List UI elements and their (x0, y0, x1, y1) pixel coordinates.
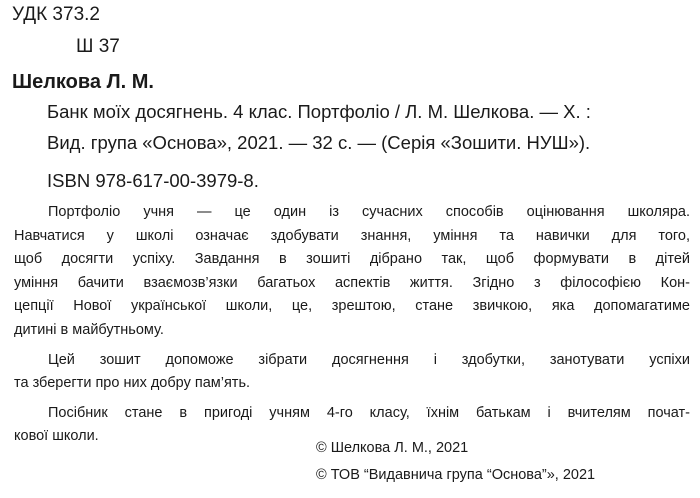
bibliographic-line-1: Банк моїх досягнень. 4 клас. Портфоліо / Л. М. Шелкова. — Х. : (47, 101, 591, 122)
copyright-author: © Шелкова Л. М., 2021 (316, 440, 469, 456)
copyright-publisher: © ТОВ “Видавнича група “Основа”», 2021 (316, 467, 596, 483)
text-line: щоб досягти успіху. Завдання в зошиті дібрано так, щоб формувати в дітей (14, 251, 690, 268)
isbn: ISBN 978-617-00-3979-8. (47, 170, 259, 191)
text-line: дитині в майбутньому. (14, 321, 164, 338)
annotation (14, 201, 690, 455)
annotation-paragraph-2 (14, 349, 690, 396)
author-name: Шелкова Л. М. (12, 71, 154, 93)
text-line: Посібник стане в пригоді учням 4-го класу, їхнім батькам і вчителям почат- (48, 404, 690, 421)
annotation-paragraph-1 (14, 201, 690, 343)
text-line: Цей зошит допоможе зібрати досягнення і здобутки, занотувати успіхи (48, 351, 690, 368)
text-line: Навчатися у школі означає здобувати знання, уміння та навички для того, (14, 227, 690, 244)
text-line: та зберегти про них добру пам’ять. (14, 375, 251, 392)
bibliographic-line-2: Вид. група «Основа», 2021. — 32 с. — (Серія «Зошити. НУШ»). (47, 132, 591, 153)
text-line: уміння бачити взаємозв’язки багатьох аспектів життя. Згідно з філософією Кон- (14, 274, 690, 291)
text-line: кової школи. (14, 428, 99, 445)
udk-code: УДК 373.2 (12, 4, 100, 25)
author-sign: Ш 37 (76, 36, 120, 57)
text-line: цепції Нової української школи, це, зрештою, стане звичкою, яка допомагатиме (14, 298, 690, 315)
text-line: Портфоліо учня — це один із сучасних способів оцінювання школяра. (48, 204, 690, 220)
